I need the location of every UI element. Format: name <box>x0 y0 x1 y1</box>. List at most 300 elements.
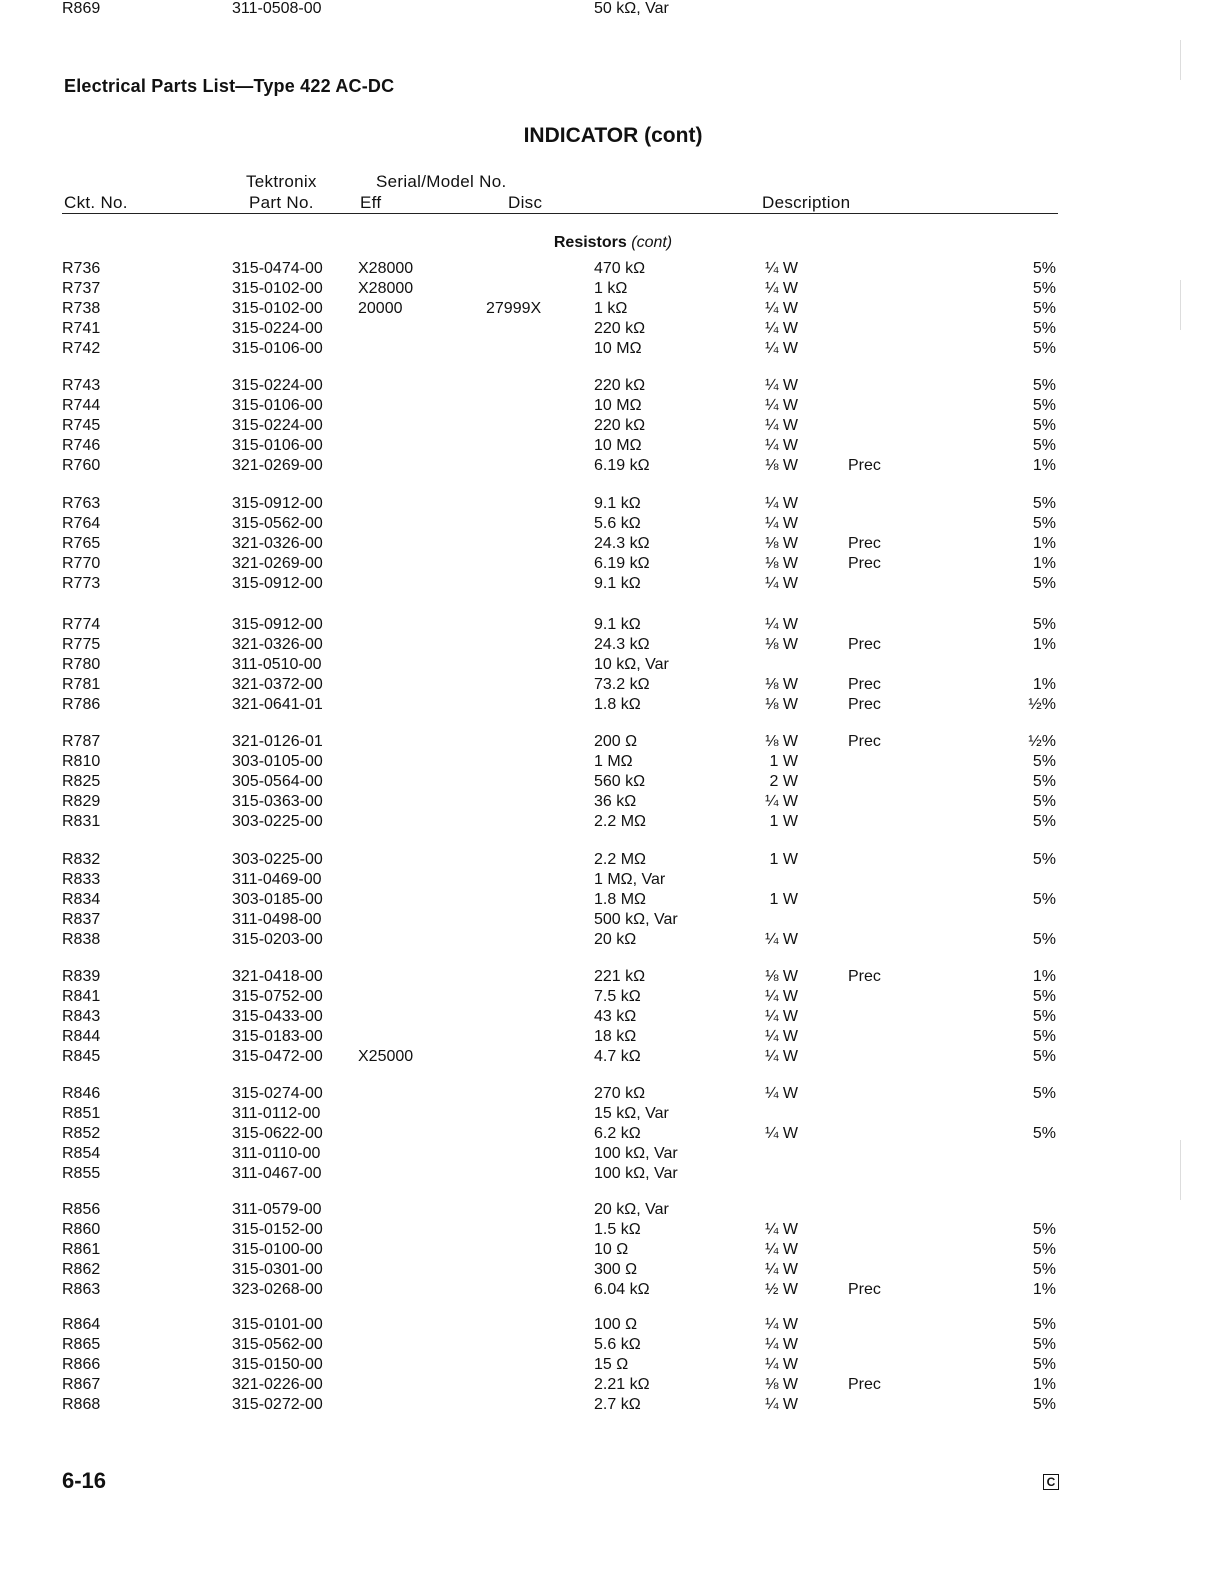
part-no: 315-0152-00 <box>232 1221 323 1238</box>
tolerance: 5% <box>1032 575 1056 592</box>
ckt-no: R765 <box>62 535 101 552</box>
part-no: 321-0641-01 <box>232 696 323 713</box>
resistance-value: 5.6 kΩ <box>594 1336 641 1353</box>
resistance-value: 24.3 kΩ <box>594 636 650 653</box>
part-no: 315-0752-00 <box>232 988 323 1005</box>
tolerance: 5% <box>1032 260 1056 277</box>
part-no: 303-0225-00 <box>232 851 323 868</box>
ckt-no: R825 <box>62 773 101 790</box>
resistance-value: 220 kΩ <box>594 320 646 337</box>
wattage: 1 W <box>769 753 798 770</box>
table-row <box>0 656 1226 676</box>
wattage: ⅛ W <box>765 968 798 985</box>
ckt-no: R852 <box>62 1125 101 1142</box>
tolerance: 1% <box>1032 457 1056 474</box>
resistance-value: 10 MΩ <box>594 397 642 414</box>
resistance-value: 10 MΩ <box>594 340 642 357</box>
part-no: 315-0224-00 <box>232 417 323 434</box>
resistance-value: 10 MΩ <box>594 437 642 454</box>
resistor-type: Prec <box>848 1376 881 1393</box>
ckt-no: R856 <box>62 1201 101 1218</box>
tolerance: 1% <box>1032 555 1056 572</box>
wattage: ¼ W <box>765 1336 798 1353</box>
ckt-no: R866 <box>62 1356 101 1373</box>
ckt-no: R838 <box>62 931 101 948</box>
tolerance: 5% <box>1032 320 1056 337</box>
ckt-no: R864 <box>62 1316 101 1333</box>
resistor-type: Prec <box>848 1281 881 1298</box>
tolerance: 5% <box>1032 753 1056 770</box>
ckt-no: R738 <box>62 300 101 317</box>
wattage: ¼ W <box>765 1396 798 1413</box>
ckt-no: R737 <box>62 280 101 297</box>
part-no: 311-0467-00 <box>232 1165 322 1182</box>
table-row <box>0 260 1226 280</box>
ckt-no: R868 <box>62 1396 101 1413</box>
resistance-value: 2.2 MΩ <box>594 813 646 830</box>
table-row <box>0 696 1226 716</box>
table-row <box>0 1201 1226 1221</box>
part-no: 311-0112-00 <box>232 1105 321 1122</box>
ckt-no: R781 <box>62 676 101 693</box>
table-row <box>0 1316 1226 1336</box>
resistance-value: 100 Ω <box>594 1316 638 1333</box>
table-row <box>0 636 1226 656</box>
ckt-no: R833 <box>62 871 101 888</box>
ckt-no: R741 <box>62 320 101 337</box>
col-serial-top: Serial/Model No. <box>376 172 507 191</box>
part-no: 315-0224-00 <box>232 320 323 337</box>
tolerance: 5% <box>1032 1316 1056 1333</box>
wattage: ⅛ W <box>765 676 798 693</box>
wattage: ¼ W <box>765 260 798 277</box>
table-row <box>0 931 1226 951</box>
ckt-no: R845 <box>62 1048 101 1065</box>
table-row <box>0 773 1226 793</box>
tolerance: 5% <box>1032 813 1056 830</box>
ckt-no: R839 <box>62 968 101 985</box>
table-row <box>0 340 1226 360</box>
part-no: 315-0912-00 <box>232 575 323 592</box>
table-row <box>0 555 1226 575</box>
table-row <box>0 813 1226 833</box>
part-no: 311-0110-00 <box>232 1145 321 1162</box>
part-no: 321-0126-01 <box>232 733 323 750</box>
disc-serial: 27999X <box>486 300 542 317</box>
resistance-value: 100 kΩ, Var <box>594 1145 678 1162</box>
copyright-mark: C <box>1043 1474 1059 1490</box>
table-row <box>0 1008 1226 1028</box>
resistance-value: 1 MΩ, Var <box>594 871 666 888</box>
part-no: 315-0363-00 <box>232 793 323 810</box>
ckt-no: R743 <box>62 377 101 394</box>
wattage: ⅛ W <box>765 636 798 653</box>
resistance-value: 560 kΩ <box>594 773 646 790</box>
table-row <box>0 968 1226 988</box>
tolerance: 5% <box>1032 377 1056 394</box>
part-no: 311-0469-00 <box>232 871 322 888</box>
part-no: 315-0562-00 <box>232 515 323 532</box>
part-no: 315-0101-00 <box>232 1316 323 1333</box>
group-note: (cont) <box>631 234 673 251</box>
ckt-no: R746 <box>62 437 101 454</box>
wattage: ⅛ W <box>765 696 798 713</box>
ckt-no: R834 <box>62 891 101 908</box>
resistor-type: Prec <box>848 696 881 713</box>
part-no: 315-0912-00 <box>232 495 323 512</box>
tolerance: 5% <box>1032 1085 1056 1102</box>
resistance-value: 1.8 MΩ <box>594 891 646 908</box>
wattage: ¼ W <box>765 988 798 1005</box>
resistance-value: 4.7 kΩ <box>594 1048 641 1065</box>
wattage: ¼ W <box>765 300 798 317</box>
table-row <box>0 1376 1226 1396</box>
table-row <box>0 1085 1226 1105</box>
ckt-no: R760 <box>62 457 101 474</box>
ckt-no: R787 <box>62 733 101 750</box>
table-row <box>0 575 1226 595</box>
table-row <box>0 397 1226 417</box>
part-no: 311-0510-00 <box>232 656 322 673</box>
table-row <box>0 377 1226 397</box>
part-no: 311-0579-00 <box>232 1201 322 1218</box>
part-no: 321-0326-00 <box>232 535 323 552</box>
wattage: ⅛ W <box>765 733 798 750</box>
ckt-no: R773 <box>62 575 101 592</box>
ckt-no: R744 <box>62 397 101 414</box>
resistance-value: 1.8 kΩ <box>594 696 641 713</box>
page-header: Electrical Parts List—Type 422 AC-DC <box>64 76 395 96</box>
ckt-no: R855 <box>62 1165 101 1182</box>
eff-serial: X28000 <box>358 260 414 277</box>
table-row <box>0 320 1226 340</box>
part-no: 323-0268-00 <box>232 1281 323 1298</box>
tolerance: 1% <box>1032 636 1056 653</box>
resistance-value: 2.7 kΩ <box>594 1396 641 1413</box>
col-disc: Disc <box>508 193 543 212</box>
resistance-value: 15 kΩ, Var <box>594 1105 669 1122</box>
wattage: ¼ W <box>765 320 798 337</box>
ckt-no: R843 <box>62 1008 101 1025</box>
wattage: ¼ W <box>765 1261 798 1278</box>
col-part-no: Part No. <box>249 193 314 212</box>
ckt-no: R837 <box>62 911 101 928</box>
tolerance: 5% <box>1032 1261 1056 1278</box>
tolerance: 5% <box>1032 1221 1056 1238</box>
part-no: 315-0102-00 <box>232 300 323 317</box>
table-row <box>0 515 1226 535</box>
tolerance: 5% <box>1032 437 1056 454</box>
tolerance: 5% <box>1032 1048 1056 1065</box>
table-row <box>0 1125 1226 1145</box>
tolerance: 5% <box>1032 1125 1056 1142</box>
resistor-type: Prec <box>848 535 881 552</box>
ckt-no: R829 <box>62 793 101 810</box>
scan-edge-mark <box>1180 40 1181 80</box>
table-row <box>0 1356 1226 1376</box>
tolerance: 5% <box>1032 300 1056 317</box>
table-row <box>0 1028 1226 1048</box>
resistor-type: Prec <box>848 555 881 572</box>
wattage: ¼ W <box>765 1356 798 1373</box>
tolerance: 5% <box>1032 495 1056 512</box>
resistance-value: 6.19 kΩ <box>594 555 650 572</box>
resistance-value: 9.1 kΩ <box>594 616 641 633</box>
scan-edge-mark <box>1180 280 1181 330</box>
table-row <box>0 793 1226 813</box>
resistance-value: 73.2 kΩ <box>594 676 650 693</box>
wattage: ¼ W <box>765 1241 798 1258</box>
part-no: 321-0269-00 <box>232 457 323 474</box>
table-row <box>0 535 1226 555</box>
resistance-value: 7.5 kΩ <box>594 988 641 1005</box>
part-no: 311-0508-00 <box>232 0 322 17</box>
resistance-value: 50 kΩ, Var <box>594 0 669 17</box>
tolerance: 5% <box>1032 1336 1056 1353</box>
ckt-no: R742 <box>62 340 101 357</box>
tolerance: 5% <box>1032 616 1056 633</box>
part-no: 303-0105-00 <box>232 753 323 770</box>
wattage: ⅛ W <box>765 555 798 572</box>
wattage: ⅛ W <box>765 535 798 552</box>
ckt-no: R854 <box>62 1145 101 1162</box>
tolerance: 1% <box>1032 535 1056 552</box>
part-no: 315-0150-00 <box>232 1356 323 1373</box>
resistance-value: 6.04 kΩ <box>594 1281 650 1298</box>
tolerance: 5% <box>1032 280 1056 297</box>
wattage: ¼ W <box>765 340 798 357</box>
eff-serial: X25000 <box>358 1048 414 1065</box>
resistor-type: Prec <box>848 733 881 750</box>
resistor-type: Prec <box>848 457 881 474</box>
resistance-value: 1 kΩ <box>594 300 628 317</box>
table-row <box>0 676 1226 696</box>
wattage: ¼ W <box>765 1028 798 1045</box>
wattage: ¼ W <box>765 280 798 297</box>
wattage: ¼ W <box>765 1316 798 1333</box>
resistance-value: 1 kΩ <box>594 280 628 297</box>
tolerance: 5% <box>1032 515 1056 532</box>
tolerance: 5% <box>1032 1396 1056 1413</box>
table-row <box>0 753 1226 773</box>
part-no: 315-0562-00 <box>232 1336 323 1353</box>
resistance-value: 18 kΩ <box>594 1028 637 1045</box>
table-row <box>0 1261 1226 1281</box>
table-row <box>0 891 1226 911</box>
wattage: 1 W <box>769 813 798 830</box>
table-row <box>0 1241 1226 1261</box>
tolerance: 5% <box>1032 793 1056 810</box>
ckt-no: R867 <box>62 1376 101 1393</box>
ckt-no: R862 <box>62 1261 101 1278</box>
tolerance: 5% <box>1032 1241 1056 1258</box>
wattage: ¼ W <box>765 1221 798 1238</box>
part-no: 315-0106-00 <box>232 340 323 357</box>
tolerance: 5% <box>1032 1028 1056 1045</box>
resistance-value: 220 kΩ <box>594 417 646 434</box>
tolerance: 5% <box>1032 1356 1056 1373</box>
part-no: 303-0185-00 <box>232 891 323 908</box>
tolerance: 1% <box>1032 968 1056 985</box>
resistance-value: 20 kΩ, Var <box>594 1201 669 1218</box>
ckt-no: R764 <box>62 515 101 532</box>
part-no: 315-0224-00 <box>232 377 323 394</box>
resistance-value: 200 Ω <box>594 733 638 750</box>
col-description: Description <box>762 193 851 212</box>
part-no: 315-0301-00 <box>232 1261 323 1278</box>
eff-serial: X28000 <box>358 280 414 297</box>
tolerance: 1% <box>1032 1376 1056 1393</box>
resistance-value: 2.2 MΩ <box>594 851 646 868</box>
wattage: ¼ W <box>765 397 798 414</box>
resistance-value: 9.1 kΩ <box>594 575 641 592</box>
part-no: 321-0372-00 <box>232 676 323 693</box>
part-no: 321-0269-00 <box>232 555 323 572</box>
table-row <box>0 1281 1226 1301</box>
resistor-type: Prec <box>848 636 881 653</box>
table-row <box>0 417 1226 437</box>
table-row <box>0 911 1226 931</box>
tolerance: 5% <box>1032 340 1056 357</box>
resistance-value: 10 kΩ, Var <box>594 656 669 673</box>
ckt-no: R736 <box>62 260 101 277</box>
part-no: 315-0102-00 <box>232 280 323 297</box>
tolerance: ½% <box>1028 696 1056 713</box>
tolerance: 1% <box>1032 1281 1056 1298</box>
table-row <box>0 1105 1226 1125</box>
table-row <box>0 1145 1226 1165</box>
ckt-no: R861 <box>62 1241 101 1258</box>
col-part-no-top: Tektronix <box>246 172 317 191</box>
tolerance: 5% <box>1032 417 1056 434</box>
resistance-value: 20 kΩ <box>594 931 637 948</box>
page-number: 6-16 <box>62 1468 107 1493</box>
table-row <box>0 457 1226 477</box>
ckt-no: R841 <box>62 988 101 1005</box>
part-no: 321-0326-00 <box>232 636 323 653</box>
table-row <box>0 1221 1226 1241</box>
resistance-value: 15 Ω <box>594 1356 629 1373</box>
ckt-no: R863 <box>62 1281 101 1298</box>
tolerance: ½% <box>1028 733 1056 750</box>
tolerance: 5% <box>1032 397 1056 414</box>
ckt-no: R844 <box>62 1028 101 1045</box>
wattage: ¼ W <box>765 616 798 633</box>
tolerance: 5% <box>1032 773 1056 790</box>
wattage: ¼ W <box>765 515 798 532</box>
resistance-value: 5.6 kΩ <box>594 515 641 532</box>
ckt-no: R865 <box>62 1336 101 1353</box>
col-eff: Eff <box>360 193 382 212</box>
wattage: ⅛ W <box>765 1376 798 1393</box>
resistance-value: 6.19 kΩ <box>594 457 650 474</box>
resistance-value: 43 kΩ <box>594 1008 637 1025</box>
ckt-no: R775 <box>62 636 101 653</box>
table-row <box>0 1336 1226 1356</box>
ckt-no: R846 <box>62 1085 101 1102</box>
ckt-no: R780 <box>62 656 101 673</box>
wattage: ¼ W <box>765 437 798 454</box>
eff-serial: 20000 <box>358 300 403 317</box>
part-no: 315-0622-00 <box>232 1125 323 1142</box>
table-row <box>0 1165 1226 1185</box>
part-no: 305-0564-00 <box>232 773 323 790</box>
ckt-no: R869 <box>62 0 101 17</box>
part-no: 321-0418-00 <box>232 968 323 985</box>
part-no: 315-0100-00 <box>232 1241 323 1258</box>
table-row <box>0 495 1226 515</box>
wattage: ¼ W <box>765 377 798 394</box>
ckt-no: R860 <box>62 1221 101 1238</box>
wattage: ¼ W <box>765 1085 798 1102</box>
wattage: ¼ W <box>765 793 798 810</box>
resistance-value: 2.21 kΩ <box>594 1376 650 1393</box>
resistance-value: 1.5 kΩ <box>594 1221 641 1238</box>
tolerance: 5% <box>1032 891 1056 908</box>
ckt-no: R810 <box>62 753 101 770</box>
table-row <box>0 0 1226 20</box>
part-no: 315-0106-00 <box>232 437 323 454</box>
wattage: ¼ W <box>765 1048 798 1065</box>
tolerance: 5% <box>1032 851 1056 868</box>
ckt-no: R770 <box>62 555 101 572</box>
wattage: ¼ W <box>765 495 798 512</box>
resistance-value: 1 MΩ <box>594 753 633 770</box>
wattage: ¼ W <box>765 417 798 434</box>
part-no: 315-0912-00 <box>232 616 323 633</box>
wattage: ⅛ W <box>765 457 798 474</box>
group-title <box>0 234 1226 252</box>
resistance-value: 100 kΩ, Var <box>594 1165 678 1182</box>
table-row <box>0 733 1226 753</box>
resistance-value: 470 kΩ <box>594 260 646 277</box>
part-no: 315-0274-00 <box>232 1085 323 1102</box>
table-row <box>0 1396 1226 1416</box>
ckt-no: R763 <box>62 495 101 512</box>
tolerance: 5% <box>1032 988 1056 1005</box>
table-row <box>0 1048 1226 1068</box>
resistance-value: 270 kΩ <box>594 1085 646 1102</box>
table-row <box>0 851 1226 871</box>
ckt-no: R786 <box>62 696 101 713</box>
part-no: 315-0474-00 <box>232 260 323 277</box>
resistor-type: Prec <box>848 676 881 693</box>
part-no: 315-0433-00 <box>232 1008 323 1025</box>
resistance-value: 220 kΩ <box>594 377 646 394</box>
part-no: 311-0498-00 <box>232 911 322 928</box>
group-name: Resistors <box>553 234 627 251</box>
table-row <box>0 300 1226 320</box>
resistance-value: 9.1 kΩ <box>594 495 641 512</box>
table-row <box>0 280 1226 300</box>
resistance-value: 36 kΩ <box>594 793 637 810</box>
tolerance: 5% <box>1032 931 1056 948</box>
resistance-value: 500 kΩ, Var <box>594 911 678 928</box>
resistance-value: 24.3 kΩ <box>594 535 650 552</box>
ckt-no: R745 <box>62 417 101 434</box>
wattage: ¼ W <box>765 931 798 948</box>
tolerance: 5% <box>1032 1008 1056 1025</box>
wattage: ¼ W <box>765 1125 798 1142</box>
ckt-no: R832 <box>62 851 101 868</box>
part-no: 315-0203-00 <box>232 931 323 948</box>
table-row <box>0 437 1226 457</box>
wattage: 1 W <box>769 891 798 908</box>
resistor-type: Prec <box>848 968 881 985</box>
wattage: ½ W <box>765 1281 798 1298</box>
col-ckt-no: Ckt. No. <box>64 193 128 212</box>
part-no: 303-0225-00 <box>232 813 323 830</box>
